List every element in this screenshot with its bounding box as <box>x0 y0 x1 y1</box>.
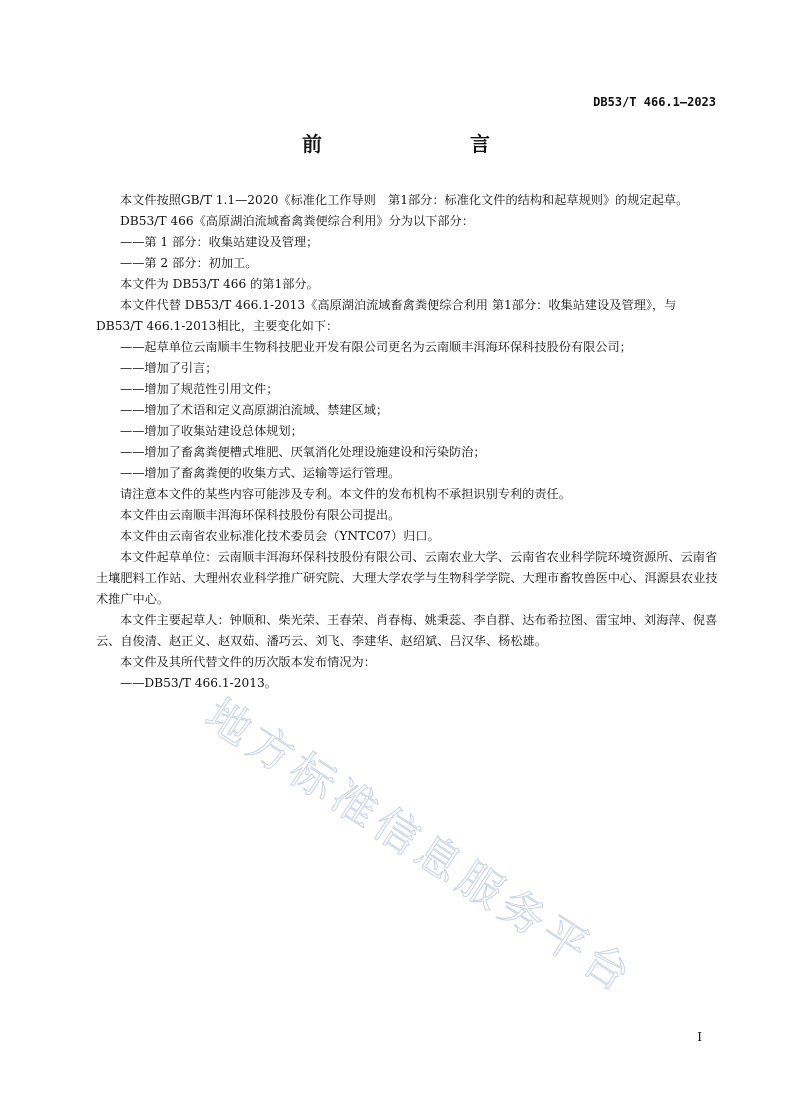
paragraph: 本文件由云南顺丰洱海环保科技股份有限公司提出。 <box>120 508 401 522</box>
list-item: ——起草单位云南顺丰生物科技肥业开发有限公司更名为云南顺丰洱海环保科技股份有限公司； <box>120 340 632 354</box>
list-item: ——DB53/T 466.1-2013。 <box>120 676 277 690</box>
list-item: ——增加了收集站建设总体规划； <box>120 424 303 438</box>
list-item: ——第 2 部分：初加工。 <box>120 256 258 270</box>
page-title: 前 言 <box>302 132 526 156</box>
foreword-body <box>96 190 718 694</box>
paragraph: 本文件按照GB/T 1.1—2020《标准化工作导则 第1部分：标准化文件的结构和起草规则》的规定起草。 <box>120 193 689 207</box>
paragraph: 本文件主要起草人：钟顺和、柴光荣、王春荣、肖春梅、姚秉蕊、李自群、达布希拉图、雷宝坤、刘海萍、倪喜云、自俊清、赵正义、赵双茹、潘巧云、刘飞、李建华、赵绍斌、吕汉华、杨松雄。 <box>96 613 718 648</box>
list-item: ——增加了规范性引用文件； <box>120 382 279 396</box>
list-item: ——增加了术语和定义高原湖泊流域、禁建区域； <box>120 403 389 417</box>
paragraph: 本文件为 DB53/T 466 的第1部分。 <box>120 277 319 291</box>
paragraph: DB53/T 466《高原湖泊流域畜禽粪便综合利用》分为以下部分： <box>120 214 474 228</box>
paragraph: 本文件起草单位：云南顺丰洱海环保科技股份有限公司、云南农业大学、云南省农业科学院环境资源所、云南省土壤肥料工作站、大理州农业科学推广研究院、大理大学农学与生物科学学院、大理市畜牧兽医中心、洱源县农业技术推广中心。 <box>96 550 718 606</box>
document-code: DB53/T 466.1—2023 <box>593 95 716 109</box>
list-item: ——增加了引言； <box>120 361 218 375</box>
list-item: ——增加了畜禽粪便槽式堆肥、厌氧消化处理设施建设和污染防治； <box>120 445 486 459</box>
paragraph: 请注意本文件的某些内容可能涉及专利。本文件的发布机构不承担识别专利的责任。 <box>120 487 571 501</box>
list-item: ——第 1 部分：收集站建设及管理； <box>120 235 319 249</box>
page-number: I <box>697 1030 702 1044</box>
paragraph: 本文件由云南省农业标准化技术委员会（YNTC07）归口。 <box>120 529 440 543</box>
watermark: 地方标准信息服务平台 <box>196 689 644 1005</box>
paragraph: 本文件及其所代替文件的历次版本发布情况为： <box>120 655 376 669</box>
paragraph: 本文件代替 DB53/T 466.1-2013《高原湖泊流域畜禽粪便综合利用 第1部分：收集站建设及管理》，与 DB53/T 466.1-2013相比，主要变化如下： <box>96 298 677 333</box>
list-item: ——增加了畜禽粪便的收集方式、运输等运行管理。 <box>120 466 401 480</box>
